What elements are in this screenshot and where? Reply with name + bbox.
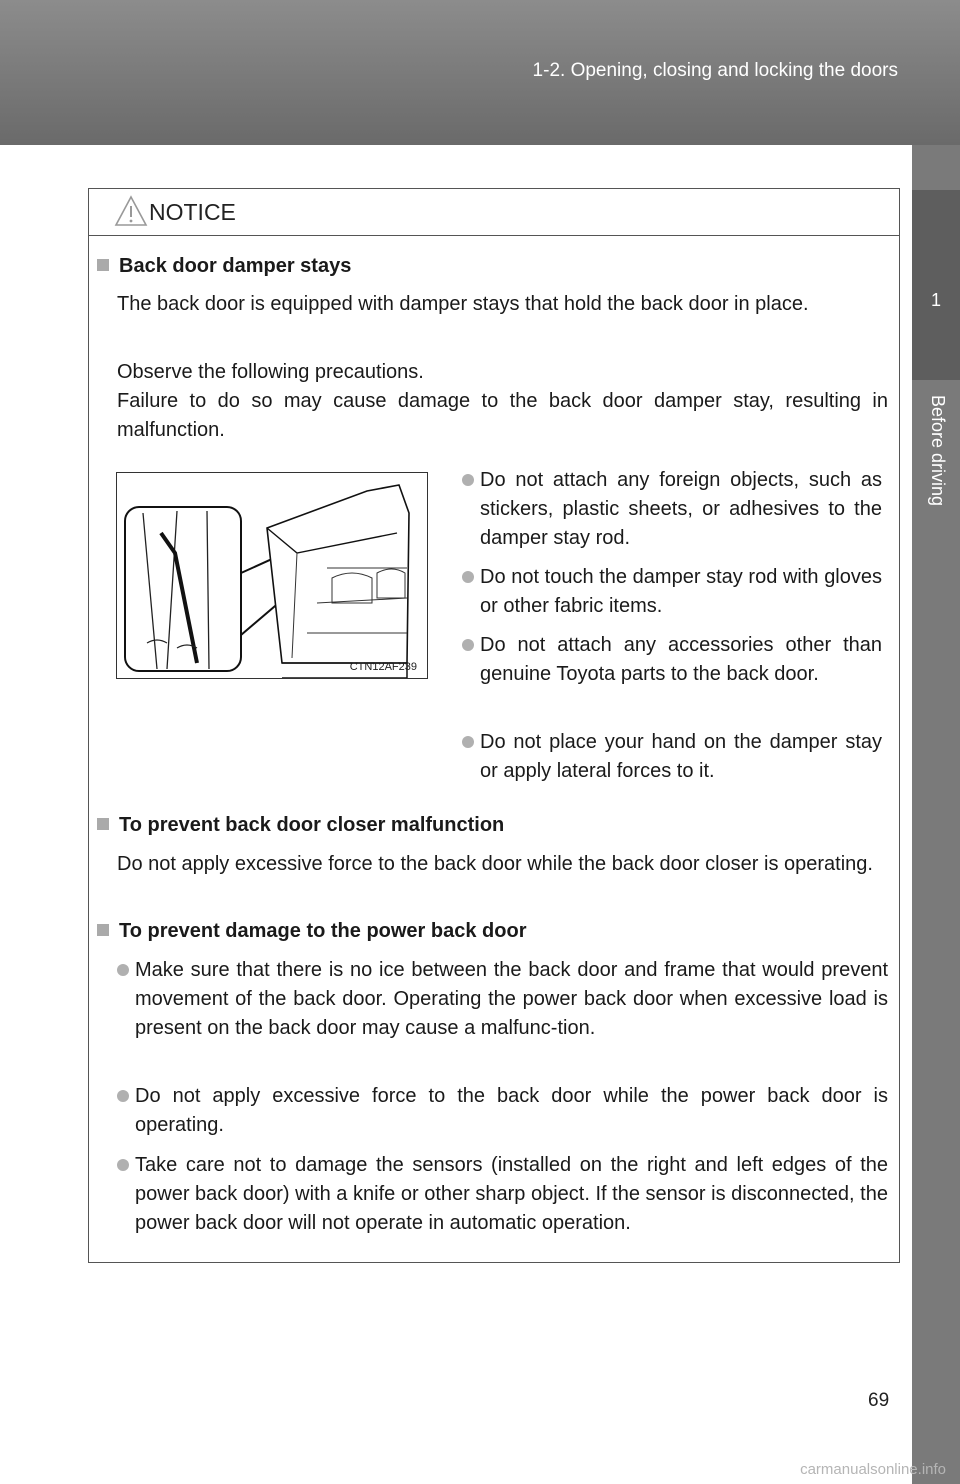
list-item: Do not attach any accessories other than genuine Toyota parts to the back door. [480,634,882,685]
bullet-dot-icon [462,474,474,486]
section-heading-damper-stays: Back door damper stays [97,255,351,278]
paragraph: Observe the following precautions. [117,361,424,383]
paragraph: Failure to do so may cause damage to the back door damper stay, resulting in malfunction. [117,390,888,441]
list-item: Make sure that there is no ice between the back door and frame that would prevent movement of the back door. Operating the power back door when excessive load is present on the back door may cause a malfunc-tion. [135,959,888,1039]
paragraph: Do not apply excessive force to the back door while the back door closer is operating. [117,853,873,875]
back-door-damper-illustration [116,472,428,679]
chapter-label: Before driving [928,395,948,507]
section-title: 1-2. Opening, closing and locking the doors [532,60,898,81]
chapter-side-tab-highlight [912,190,960,380]
list-item: Take care not to damage the sensors (installed on the right and left edges of the power back door) with a knife or other sharp object. If the sensor is disconnected, the power back door will not operate in automatic operation. [135,1154,888,1234]
figure-code: CTN12AF239 [349,661,417,673]
square-bullet-icon [97,924,109,936]
bullet-dot-icon [117,1159,129,1171]
bullet-dot-icon [117,964,129,976]
notice-header [89,189,899,236]
square-bullet-icon [97,818,109,830]
bullet-dot-icon [462,571,474,583]
page-number: 69 [868,1390,890,1411]
square-bullet-icon [97,259,109,271]
section-heading-closer-malfunction: To prevent back door closer malfunction [97,814,504,837]
notice-title: NOTICE [149,199,236,225]
warning-triangle-icon [114,195,148,227]
list-item: Do not attach any foreign objects, such as stickers, plastic sheets, or adhesives to the damper stay rod. [480,469,882,549]
paragraph: The back door is equipped with damper stays that hold the back door in place. [117,293,809,315]
section-heading-power-back-door: To prevent damage to the power back door [97,920,526,943]
chapter-number: 1 [930,290,941,310]
list-item: Do not apply excessive force to the back door while the power back door is operating. [135,1085,888,1136]
site-watermark: carmanualsonline.info [800,1461,946,1478]
bullet-dot-icon [462,736,474,748]
bullet-dot-icon [462,639,474,651]
bullet-dot-icon [117,1090,129,1102]
list-item: Do not place your hand on the damper stay or apply lateral forces to it. [480,731,882,782]
list-item: Do not touch the damper stay rod with gloves or other fabric items. [480,566,882,617]
damper-stay-drawing [117,473,427,678]
